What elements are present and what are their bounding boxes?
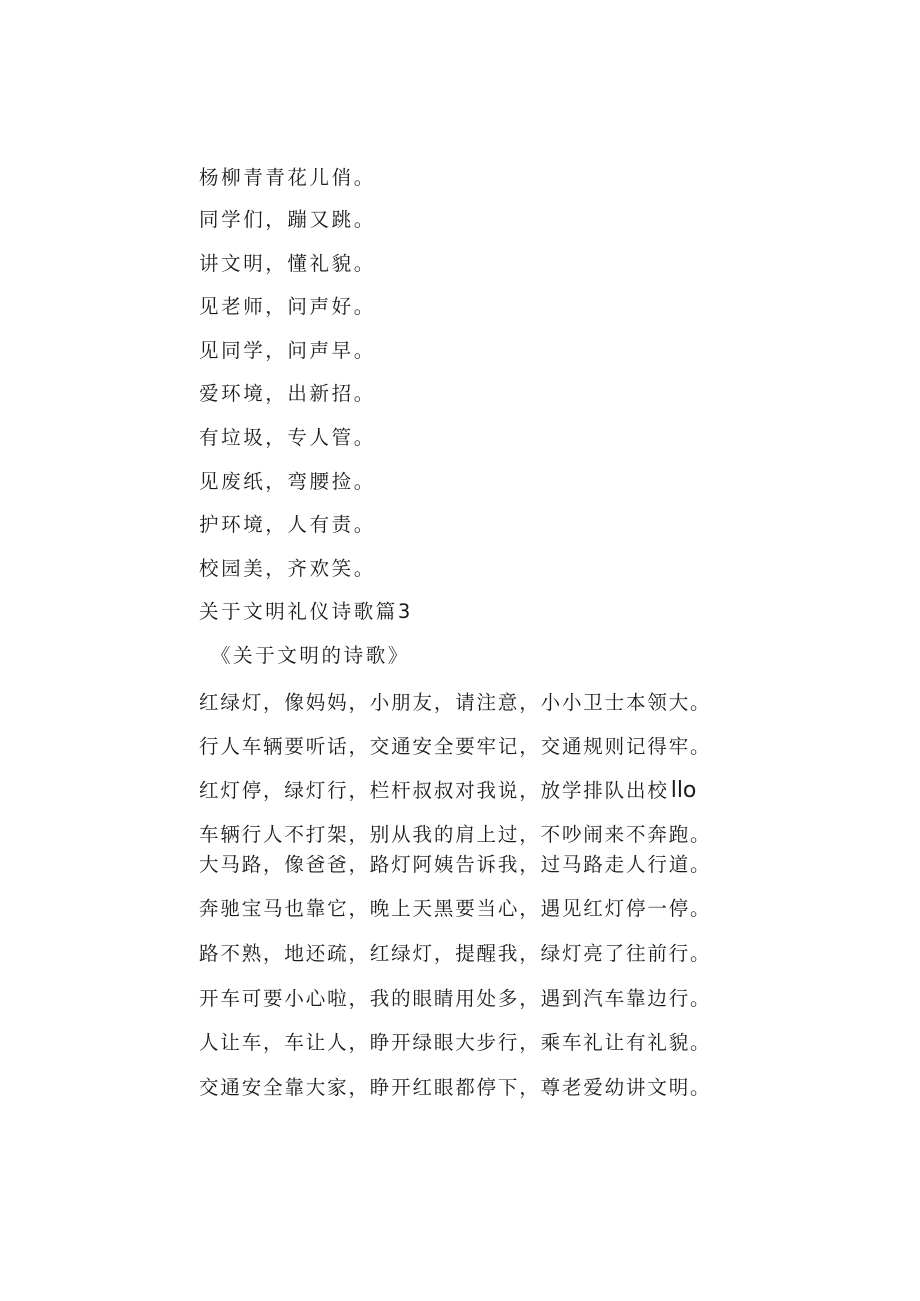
verse-line: 同学们，蹦又跳。: [199, 208, 376, 231]
verse-line: [199, 778, 696, 804]
section-heading: [199, 599, 410, 625]
verse-line: 见废纸，弯腰捡。: [199, 470, 376, 493]
verse-line: 护环境，人有责。: [199, 513, 376, 536]
verse-line-text: 红灯停，绿灯行，栏杆叔叔对我说，放学排队出校: [199, 779, 669, 802]
verse-line: 行人车辆要听话，交通安全要牢记，交通规则记得牢。: [199, 735, 712, 758]
verse-line: 交通安全靠大家，睁开红眼都停下，尊老爱幼讲文明。: [199, 1076, 712, 1099]
section-heading-number: 3: [397, 600, 411, 623]
verse-line: 有垃圾，专人管。: [199, 426, 376, 449]
verse-line: 奔驰宝马也靠它，晚上天黑要当心，遇见红灯停一停。: [199, 897, 712, 920]
verse-line: 爱环境，出新招。: [199, 382, 376, 405]
verse-line: 人让车，车让人，睁开绿眼大步行，乘车礼让有礼貌。: [199, 1031, 712, 1054]
verse-line: 红绿灯，像妈妈，小朋友，请注意，小小卫士本领大。: [199, 691, 712, 714]
verse-line-suffix: llo: [670, 778, 697, 803]
verse-line: 开车可要小心啦，我的眼睛用处多，遇到汽车靠边行。: [199, 987, 712, 1010]
verse-line: 车辆行人不打架，别从我的肩上过，不吵闹来不奔跑。: [199, 823, 712, 846]
verse-line: 校园美，齐欢笑。: [199, 557, 376, 580]
verse-line: 大马路，像爸爸，路灯阿姨告诉我，过马路走人行道。: [199, 853, 712, 876]
section-heading-text: 关于文明礼仪诗歌篇: [199, 600, 398, 623]
poem-title: 《关于文明的诗歌》: [211, 644, 410, 667]
verse-line: 见老师，问声好。: [199, 295, 376, 318]
verse-line: 讲文明，懂礼貌。: [199, 252, 376, 275]
verse-line: 路不熟，地还疏，红绿灯，提醒我，绿灯亮了往前行。: [199, 942, 712, 965]
verse-line: 杨柳青青花儿俏。: [199, 166, 376, 189]
verse-line: 见同学，问声早。: [199, 339, 376, 362]
